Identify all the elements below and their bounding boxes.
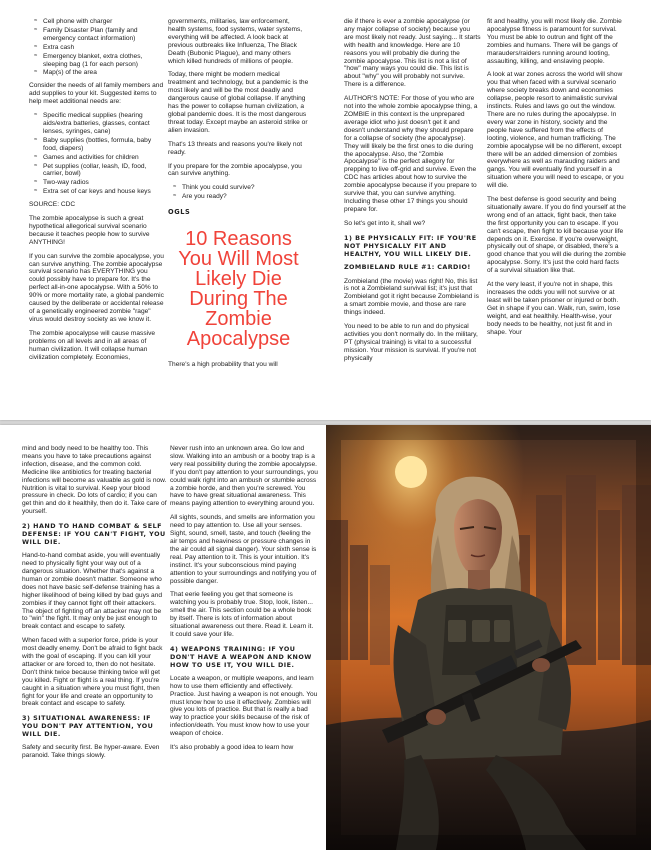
paragraph: It's also probably a good idea to learn how bbox=[170, 744, 294, 752]
ogls-label: OGLS bbox=[168, 208, 191, 217]
question-list bbox=[168, 184, 309, 201]
page1-column-4 bbox=[487, 18, 626, 342]
list-item: ≈ Emergency blanket, extra clothes, sleeping bag (1 for each person) bbox=[43, 53, 164, 69]
list-item: ≈ Extra set of car keys and house keys bbox=[43, 188, 164, 196]
paragraph: So let's get into it, shall we? bbox=[344, 219, 426, 227]
paragraph: governments, militaries, law enforcement, health systems, food systems, water systems, everything will be affected. A look back at previous outbreaks like Influenza, The Black Death (Bubonic Plague), and many others which killed hundreds of millions of people. bbox=[168, 18, 303, 65]
paragraph: That eerie feeling you get that someone is watching you is probably true. Stop, look, listen... smell the air. This section could be a whole book by itself. There is lots of information about situational awareness out there. Read it. Learn it. It could save your life. bbox=[170, 591, 314, 638]
article-title: 10 Reasons You Will Most Likely Die During The Zombie Apocalypse bbox=[178, 228, 299, 351]
paragraph: The zombie apocalypse is such a great hypothetical allegorical survival scenario because it teaches people how to survive ANYTHING! bbox=[29, 215, 150, 246]
list-item: ≈ Games and activities for children bbox=[43, 154, 164, 162]
section-heading: 4) WEAPONS TRAINING: IF YOU DON'T HAVE A WEAPON AND KNOW HOW TO USE IT, YOU WILL DIE. bbox=[170, 644, 312, 669]
paragraph: Never rush into an unknown area. Go low and slow. Walking into an ambush or a booby trap is a very real possibility during the zombie apocalypse. If you don't pay attention to your surroundings, you could walk right into an ambush or stumble across a zombie horde, and then you're screwed. You have to have great situational awareness. This means paying attention to everything around you. bbox=[170, 445, 318, 508]
list-item: ≈ Cell phone with charger bbox=[43, 18, 164, 26]
article-page-2 bbox=[0, 425, 651, 850]
paragraph: All sights, sounds, and smells are information you need to pay attention to. Use all your senses. Sight, sound, smell, taste, and touch (feeling the air temps and heaviness or pressure changes in the air could all signal danger). Your sixth sense is real. Pay attention to it. This is your intuition. It's instinct. It's your subconscious mind paying attention to your surroundings and notifying you of possible danger. bbox=[170, 514, 317, 585]
source-label: SOURCE: CDC bbox=[29, 201, 76, 209]
paragraph: Zombieland (the movie) was right! No, this list is not a Zombieland survival list; it's just that Zombieland got it right because Zombieland is a smart zombie movie, and those are rare things indeed. bbox=[344, 277, 479, 317]
paragraph: fit and healthy, you will most likely die. Zombie apocalypse fitness is paramount for survival. You must be able to outrun and fight off the zombies and humans. There will be gangs of marauders/raiders running around looting, assaulting, killing, and enslaving people. bbox=[487, 18, 622, 65]
paragraph: If you prepare for the zombie apocalypse, you can survive anything. bbox=[168, 162, 302, 178]
list-item: ≈ Two-way radios bbox=[43, 179, 164, 187]
paragraph: Locate a weapon, or multiple weapons, and learn how to use them efficiently and effectively. Practice. Just having a weapon is not enough. You must know how to use it effectively. Zombies will give you lots of practice. But that is really a bad way to practice your skills because of the risk of infection/death. You must know how to use your weapon of choice. bbox=[170, 674, 318, 738]
paragraph: You need to be able to run and do physical activities you don't normally do. In the military, PT (physical training) is vital to a successful mission. Your mission is survival. If you're not physically bbox=[344, 323, 478, 362]
paragraph: Today, there might be modern medical treatment and technology, but a pandemic is the most likely and will be the most deadly and dangerous cause of global collapse. If anything has the power to collapse human civilization, a global pandemic does. It is the most dangerous threat today. Except maybe an asteroid strike or alien invasion. bbox=[168, 71, 309, 134]
section-heading: 2) HAND TO HAND COMBAT & SELF DEFENSE: IF YOU CAN'T FIGHT, YOU WILL DIE. bbox=[22, 522, 166, 547]
paragraph: There's a high probability that you will bbox=[168, 361, 278, 369]
section-heading: 1) BE PHYSICALLY FIT: IF YOU'RE NOT PHYSICALLY FIT AND HEALTHY, YOU WILL LIKELY DIE. bbox=[344, 233, 477, 258]
list-item: ≈ Think you could survive? bbox=[182, 184, 309, 192]
paragraph: At the very least, if you're not in shape, this increases the odds you will not survive or at least will be taken prisoner or injured or both. Get in shape if you can. Walk, run, swim, lose weight, and eat healthily. Health-wise, your body needs to be healthy, not just fit and in shape. Your bbox=[487, 281, 621, 336]
survivor-soldier-photo bbox=[326, 425, 651, 850]
paragraph: AUTHOR'S NOTE: For those of you who are not into the whole zombie apocalypse thing, a ZOMBIE in this context is the unprepared average idiot who just doesn't get it and doesn't understand why they should prepare for a collapse of society (the apocalypse). They will likely be the first ones to die during the apocalypse. Also, the "Zombie Apocalypse" is the perfect allegory for prepping to live off-grid and survive. Even the CDC has articles about how to survive the zombie apocalypse because if you prepare to survive that, you can survive anything. Including these other 17 things you should prepare for. bbox=[344, 95, 478, 213]
article-page-1 bbox=[0, 0, 651, 420]
paragraph: Consider the needs of all family members and add supplies to your kit. Suggested items to help meet additional needs are: bbox=[29, 82, 164, 106]
list-item: ≈ Map(s) of the area bbox=[43, 69, 164, 77]
list-item: ≈ Specific medical supplies (hearing aids/extra batteries, glasses, contact lenses, syringes, cane) bbox=[43, 112, 164, 136]
kit-list-extra bbox=[29, 112, 164, 196]
section-heading: 3) SITUATIONAL AWARENESS: IF YOU DON'T PAY ATTENTION, YOU WILL DIE. bbox=[22, 714, 154, 739]
list-item: ≈ Family Disaster Plan (family and emergency contact information) bbox=[43, 27, 164, 43]
page1-column-1 bbox=[29, 18, 164, 367]
paragraph: That's 13 threats and reasons you're likely not ready. bbox=[168, 140, 303, 156]
paragraph: The best defense is good security and being situationally aware. If you do find yourself at the wrong end of an attack, fight back, then take the first opportunity you can to escape. If you can't escape, then fight to kill because your life depends on it. Exercise. If you're overweight, physically out of shape, or disabled, there's a good chance that you will die during the zombie apocalypse. Sorry. It's just the cold hard facts of a survival situation like that. bbox=[487, 196, 626, 275]
page2-column-1 bbox=[22, 445, 167, 766]
paragraph: If you can survive the zombie apocalypse, you can survive anything. The zombie apocalypse survival scenario has EVERYTHING you could possibly have to prepare for. It's the perfect all-in-one apocalypse. With a 50% to 90% or more mortality rate, a global pandemic caused by the deliberate or accidental release of a genetically engineered zombie "rage" virus would destroy society as we know it. bbox=[29, 252, 164, 323]
page2-column-2 bbox=[170, 445, 318, 758]
paragraph: Hand-to-hand combat aside, you will eventually need to physically fight your way out of a dangerous situation. Whether that's against a human or zombie doesn't matter. Someone who does not have basic self-defense training has a higher likelihood of being killed by bad guys and zombies if they cannot fight off their attackers. The object of fighting off an attacker may not be to "win" the fight. It may only be just enough to break contact and escape to safety. bbox=[22, 552, 163, 631]
page1-column-3 bbox=[344, 18, 481, 369]
page1-column-2 bbox=[168, 18, 309, 375]
paragraph: The zombie apocalypse will cause massive problems on all levels and in all areas of human civilization. It will collapse human civilization completely. Economies, bbox=[29, 329, 156, 361]
list-item: ≈ Baby supplies (bottles, formula, baby food, diapers) bbox=[43, 137, 164, 153]
list-item: ≈ Extra cash bbox=[43, 44, 164, 52]
list-item: ≈ Are you ready? bbox=[182, 193, 309, 201]
paragraph: A look at war zones across the world will show you that when faced with a survival scenario where society breaks down and economies collapse, people resort to animalistic survival instincts. Rules and laws go out the window. There are no rules during the apocalypse. In every war zone in history, society and the people have suffered from the effects of looting, violence, and human trafficking. The zombie apocalypse will be no different, except there will be an added dimension of zombies everywhere as well as marauding raiders and gangs. You will eventually find yourself in a situation where you will need to escape, or you will die. bbox=[487, 71, 624, 190]
paragraph: When faced with a superior force, pride is your most deadly enemy. Don't be afraid to fight back with the goal of escaping. If you can kill your attacker or are forced to, then do not hesitate. Don't think twice because thinking twice will get you killed. Fight or flight is a real thing. If you're caught in a situation where you must fight, then fight for your life and create an opportunity to break contact and escape to safety. bbox=[22, 637, 163, 708]
apocalypse-sunset-illustration bbox=[326, 425, 651, 850]
paragraph: Safety and security first. Be hyper-aware. Even paranoid. Take things slowly. bbox=[22, 744, 160, 760]
paragraph: die if there is ever a zombie apocalypse (or any major collapse of society) because you are most likely not ready. Just saying... It starts with health and knowledge. Here are 10 reasons you will probably die during the zombie apocalypse. This list is not a list of "how" many ways you could die. This list is about "why" you will probably not survive. There is a difference. bbox=[344, 18, 481, 89]
paragraph: mind and body need to be healthy too. This means you have to take precautions against infection, disease, and the common cold. Medicine like antibiotics for treating bacterial infections will become as valuable as gold is now. Nutrition is vital to survival. Keep your blood pressure in check. Do lots of cardio; if you can get thin and do it healthily, then do it. Take care of yourself. bbox=[22, 445, 167, 516]
sun bbox=[395, 456, 427, 488]
list-item: ≈ Pet supplies (collar, leash, ID, food, carrier, bowl) bbox=[43, 163, 164, 179]
section-subheading: ZOMBIELAND RULE #1: CARDIO! bbox=[344, 262, 471, 271]
kit-list-top bbox=[29, 18, 164, 77]
